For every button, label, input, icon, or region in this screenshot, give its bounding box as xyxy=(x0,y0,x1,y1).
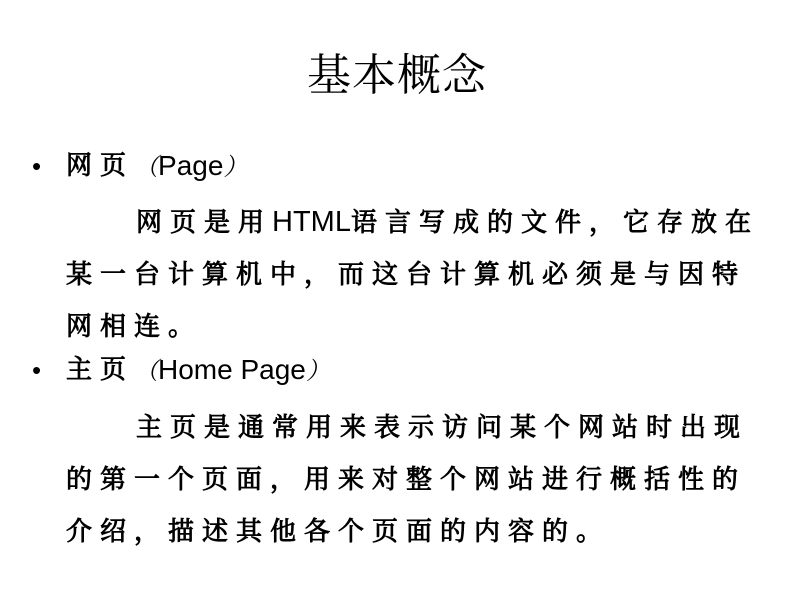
paren-close: ） xyxy=(223,152,248,181)
bullet-item-page xyxy=(32,146,247,186)
bullet-english-term xyxy=(134,350,330,391)
bullet-term: 网页 xyxy=(66,151,135,181)
bullet-dot-icon: • xyxy=(32,355,42,385)
paragraph-text-pre: 网页是用 xyxy=(136,208,273,238)
paragraph-text-post: 语言写成的文件，它存放在某一台计算机中，而这台计算机必须是与因特网相连。 xyxy=(66,208,759,342)
paragraph-text-pre: 主页是通常用来表示访问某个网站时出现的第一个页面，用来对整个网站进行概括性的介绍，描述其他各个页面的内容的。 xyxy=(66,413,749,547)
english-term-text: Home Page xyxy=(158,353,306,385)
paragraph-text-english: HTML xyxy=(272,206,351,238)
paren-open: （ xyxy=(134,356,159,385)
bullet-item-home-page xyxy=(32,350,330,390)
bullet-english-term xyxy=(134,146,247,187)
paren-open: （ xyxy=(134,152,159,181)
bullet-term: 主页 xyxy=(66,355,135,385)
english-term-text: Page xyxy=(158,149,224,181)
bullet-dot-icon: • xyxy=(32,151,42,181)
bullet-paragraph-page xyxy=(66,196,766,353)
slide-title: 基本概念 xyxy=(307,50,487,101)
paren-close: ） xyxy=(305,356,330,385)
bullet-paragraph-home-page xyxy=(66,402,766,558)
